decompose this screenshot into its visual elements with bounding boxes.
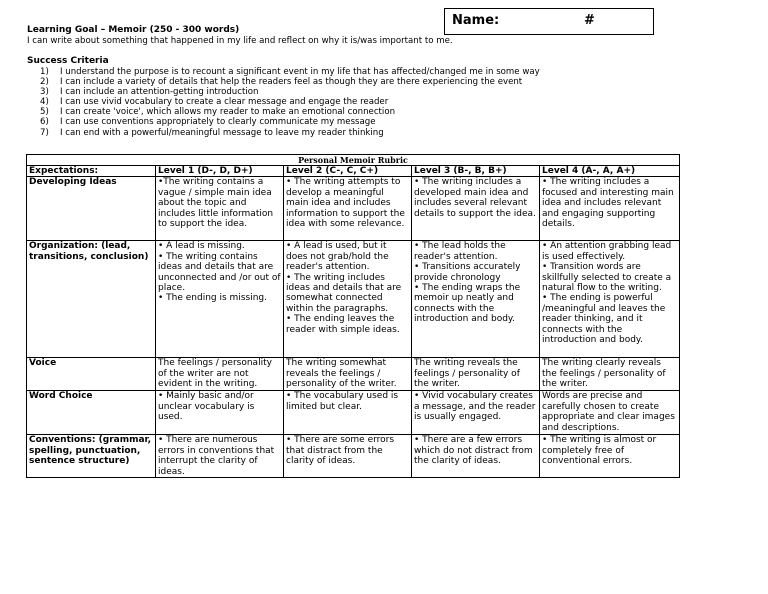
row-label-voice: Voice xyxy=(27,358,156,391)
cell-level-2: • The vocabulary used is limited but clear. xyxy=(284,391,412,435)
rubric-header-row xyxy=(27,166,680,177)
criteria-item xyxy=(40,77,540,87)
cell-level-3: The writing reveals the feelings / personality of the writer. xyxy=(412,358,540,391)
cell-level-3: • The writing includes a developed main idea and includes several relevant details to support the idea. xyxy=(412,177,540,241)
row-label-conventions: Conventions: (grammar, spelling, punctuation, sentence structure) xyxy=(27,435,156,478)
row-label-organization: Organization: (lead, transitions, conclusion) xyxy=(27,241,156,358)
memoir-rubric-table xyxy=(26,154,680,478)
cell-level-2: • There are some errors that distract from the clarity of ideas. xyxy=(284,435,412,478)
cell-level-1: •The writing contains a vague / simple main idea about the topic and includes little information to support the idea. xyxy=(156,177,284,241)
criteria-text: I can include a variety of details that help the readers feel as though they are there experiencing the event xyxy=(60,77,523,88)
criteria-number: 1) xyxy=(40,67,49,77)
cell-level-4: • The writing includes a focused and interesting main idea and includes relevant and engaging supporting details. xyxy=(540,177,680,241)
header-level-3: Level 3 (B-, B, B+) xyxy=(412,166,540,177)
cell-level-2: The writing somewhat reveals the feelings / personality of the writer. xyxy=(284,358,412,391)
success-criteria-list xyxy=(40,67,540,138)
rubric-caption: Personal Memoir Rubric xyxy=(27,155,680,166)
cell-level-2: • The writing attempts to develop a meaningful main idea and includes information to support the idea with some relevance. xyxy=(284,177,412,241)
cell-level-1: • There are numerous errors in conventions that interrupt the clarity of ideas. xyxy=(156,435,284,478)
table-row xyxy=(27,241,680,358)
criteria-item xyxy=(40,128,540,138)
header-level-4: Level 4 (A-, A, A+) xyxy=(540,166,680,177)
cell-level-4: The writing clearly reveals the feelings / personality of the writer. xyxy=(540,358,680,391)
criteria-number: 3) xyxy=(40,87,49,98)
row-label-word-choice: Word Choice xyxy=(27,391,156,435)
cell-level-4: • An attention grabbing lead is used effectively. • Transition words are skillfully selected to create a natural flow to the writing. • The ending is powerful /meaningful and leaves the reader thinking, and it connects with the introduction and body. xyxy=(540,241,680,358)
criteria-item xyxy=(40,67,540,77)
learning-goal-title: Learning Goal – Memoir (250 - 300 words) xyxy=(27,25,240,35)
success-criteria-title: Success Criteria xyxy=(27,56,109,66)
table-row xyxy=(27,177,680,241)
criteria-number: 6) xyxy=(40,117,49,128)
criteria-item xyxy=(40,107,540,117)
criteria-text: I can use conventions appropriately to clearly communicate my message xyxy=(60,117,376,128)
learning-goal-text: I can write about something that happened in my life and reflect on why it is/was important to me. xyxy=(27,36,453,46)
criteria-item xyxy=(40,97,540,107)
criteria-text: I can create 'voice', which allows my reader to make an emotional connection xyxy=(60,107,396,118)
header-level-2: Level 2 (C-, C, C+) xyxy=(284,166,412,177)
header-level-1: Level 1 (D-, D, D+) xyxy=(156,166,284,177)
cell-level-4: • The writing is almost or completely free of conventional errors. xyxy=(540,435,680,478)
cell-level-1: • Mainly basic and/or unclear vocabulary is used. xyxy=(156,391,284,435)
cell-level-3: • The lead holds the reader's attention. • Transitions accurately provide chronology • The ending wraps the memoir up neatly and connects with the introduction and body. xyxy=(412,241,540,358)
cell-level-3: • There are a few errors which do not distract from the clarity of ideas. xyxy=(412,435,540,478)
name-label: Name: xyxy=(452,13,500,28)
cell-level-1: • A lead is missing. • The writing contains ideas and details that are unconnected and /or out of place. • The ending is missing. xyxy=(156,241,284,358)
row-label-developing-ideas: Developing Ideas xyxy=(27,177,156,241)
cell-level-2: • A lead is used, but it does not grab/hold the reader's attention. • The writing includes ideas and details that are somewhat connected within the paragraphs. • The ending leaves the reader with simple ideas. xyxy=(284,241,412,358)
criteria-number: 4) xyxy=(40,97,49,108)
criteria-text: I understand the purpose is to recount a significant event in my life that has affected/changed me in some way xyxy=(60,67,540,77)
criteria-number: 5) xyxy=(40,107,49,118)
criteria-item xyxy=(40,117,540,127)
criteria-number: 7) xyxy=(40,127,49,138)
cell-level-3: • Vivid vocabulary creates a message, and the reader is usually engaged. xyxy=(412,391,540,435)
header-expectations: Expectations: xyxy=(27,166,156,177)
cell-level-1: The feelings / personality of the writer are not evident in the writing. xyxy=(156,358,284,391)
criteria-text: I can include an attention-getting introduction xyxy=(60,87,259,98)
table-row xyxy=(27,391,680,435)
table-row xyxy=(27,435,680,478)
criteria-text: I can end with a powerful/meaningful message to leave my reader thinking xyxy=(60,127,384,138)
criteria-item xyxy=(40,87,540,97)
table-row xyxy=(27,358,680,391)
name-box xyxy=(444,8,654,35)
criteria-text: I can use vivid vocabulary to create a clear message and engage the reader xyxy=(60,97,389,108)
number-label: # xyxy=(584,13,595,28)
cell-level-4: Words are precise and carefully chosen to create appropriate and clear images and descriptions. xyxy=(540,391,680,435)
criteria-number: 2) xyxy=(40,77,49,88)
